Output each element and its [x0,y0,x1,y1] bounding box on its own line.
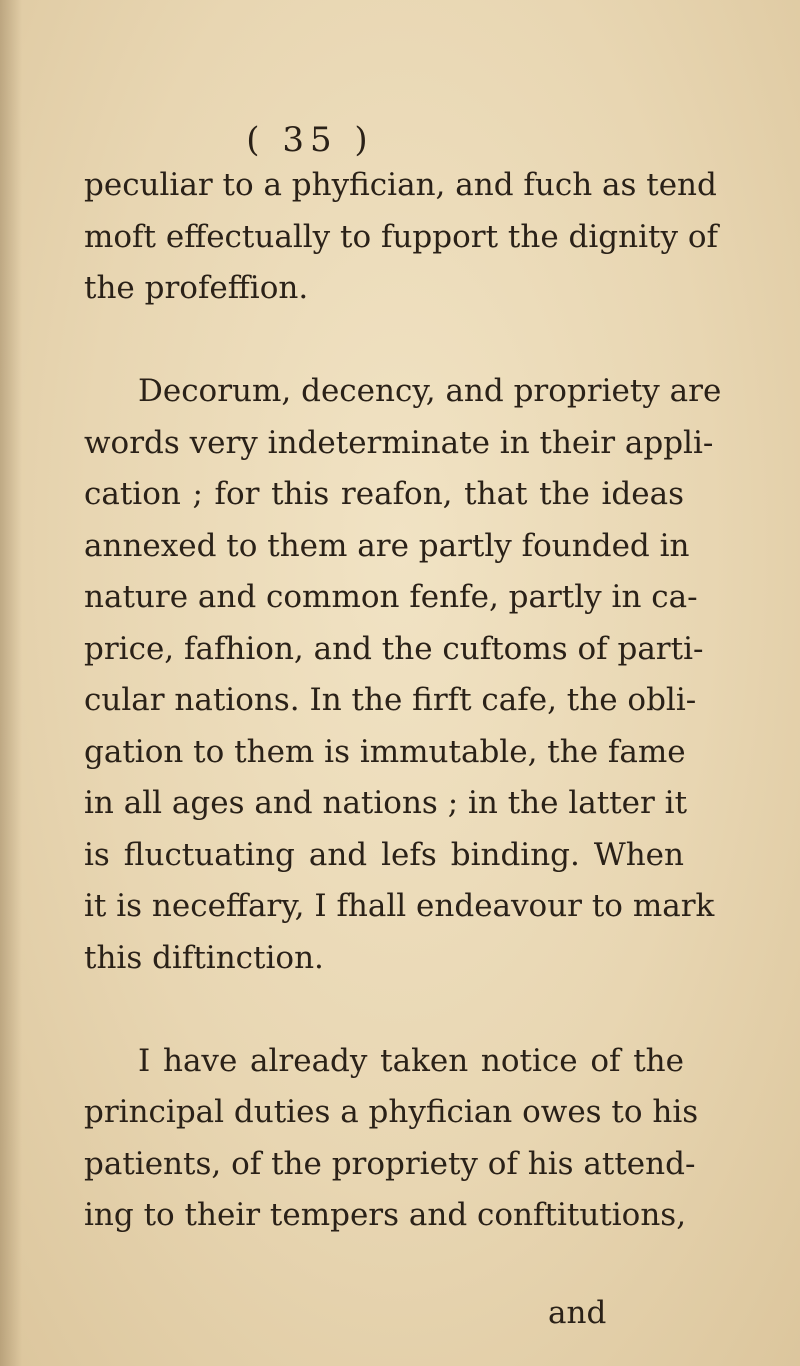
text-line: cation ; for this reafon, that the ideas [84,476,684,512]
text-line: is fluctuating and lefs binding. When [84,836,684,873]
text-line: I have already taken notice of the [138,1042,684,1079]
text-line: the profeffion. [84,270,309,306]
paragraph-gap [84,315,684,367]
text-line: it is neceffary, I fhall endeavour to mark [84,888,715,924]
text-line: this diftinction. [84,939,324,976]
text-line: nature and common fenfe, partly in ca- [84,579,698,615]
text-line: peculiar to a phyfician, and fuch as tend [84,167,717,203]
text-line: gation to them is immutable, the fame [84,733,686,770]
text-line: patients, of the propriety of his attend- [84,1145,696,1182]
body-text [84,160,722,1242]
text-line: price, fafhion, and the cuftoms of parti- [84,630,704,667]
spine-shadow [0,0,22,1366]
page-number: ( 35 ) [246,120,374,160]
text-line: principal duties a phyfician owes to his [84,1094,699,1130]
text-line: Decorum, decency, and propriety are [138,373,722,409]
text-line: moft effectually to fupport the dignity of [84,218,718,255]
text-line: cular nations. In the firft cafe, the obli- [84,682,697,718]
text-line: ing to their tempers and conftitutions, [84,1197,687,1233]
text-line: annexed to them are partly founded in [84,527,690,564]
text-line: words very indeterminate in their appli- [84,424,714,461]
text-line: in all ages and nations ; in the latter it [84,785,688,821]
catchword: and [548,1295,607,1331]
paragraph-gap [84,984,684,1036]
